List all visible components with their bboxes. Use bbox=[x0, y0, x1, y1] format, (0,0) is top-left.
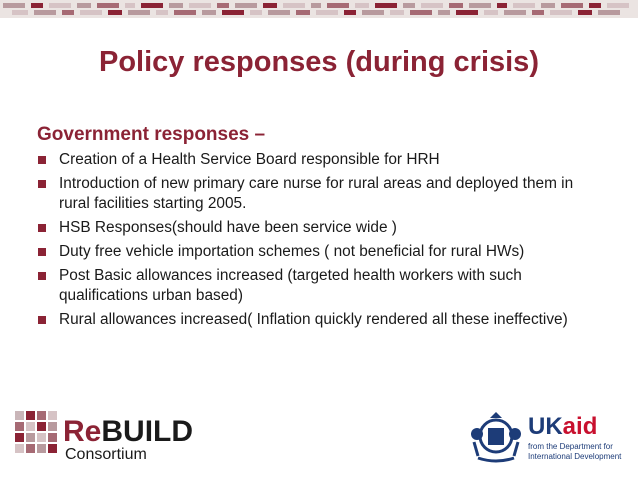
bullet-square-icon bbox=[38, 272, 46, 280]
bullet-square-icon bbox=[38, 156, 46, 164]
bullet-square-icon bbox=[38, 316, 46, 324]
bullet-text: Post Basic allowances increased (targeted health workers with such qualifications urban based) bbox=[59, 267, 522, 304]
logo-re-text: Re bbox=[63, 415, 102, 448]
rebuild-consortium-logo bbox=[15, 409, 215, 464]
bullet-item bbox=[37, 266, 607, 306]
bullet-text: Rural allowances increased( Inflation quickly rendered all these ineffective) bbox=[59, 311, 568, 328]
bullet-text: Duty free vehicle importation schemes ( not beneficial for rural HWs) bbox=[59, 243, 525, 260]
bullet-text: Introduction of new primary care nurse for rural areas and deployed them in rural facilities starting 2005. bbox=[59, 175, 574, 212]
bullet-text: Creation of a Health Service Board responsible for HRH bbox=[59, 151, 440, 168]
bullet-list bbox=[37, 150, 607, 334]
rebuild-grid-icon bbox=[15, 411, 57, 453]
bullet-item bbox=[37, 310, 607, 330]
slide-title: Policy responses (during crisis) bbox=[99, 46, 539, 78]
bullet-square-icon bbox=[38, 180, 46, 188]
svg-text:UKaid bbox=[528, 413, 597, 440]
svg-text:ReBUILD bbox=[63, 415, 193, 448]
logo-consortium-text: Consortium bbox=[65, 446, 147, 463]
logo-tagline-1: from the Department for bbox=[528, 442, 613, 451]
logo-tagline-2: International Development bbox=[528, 452, 622, 461]
bullet-text: HSB Responses(should have been service wide ) bbox=[59, 219, 397, 236]
bullet-item bbox=[37, 218, 607, 238]
royal-crest-icon bbox=[471, 412, 521, 461]
logo-build-text: BUILD bbox=[101, 415, 194, 448]
ukaid-logo bbox=[468, 404, 628, 466]
top-decorative-bar bbox=[0, 0, 638, 18]
logo-aid-text: aid bbox=[562, 413, 598, 440]
bullet-item bbox=[37, 174, 607, 214]
bullet-item bbox=[37, 150, 607, 170]
section-subheading: Government responses – bbox=[37, 124, 266, 145]
bullet-square-icon bbox=[38, 248, 46, 256]
bullet-item bbox=[37, 242, 607, 262]
bullet-square-icon bbox=[38, 224, 46, 232]
logo-uk-text: UK bbox=[528, 413, 563, 440]
